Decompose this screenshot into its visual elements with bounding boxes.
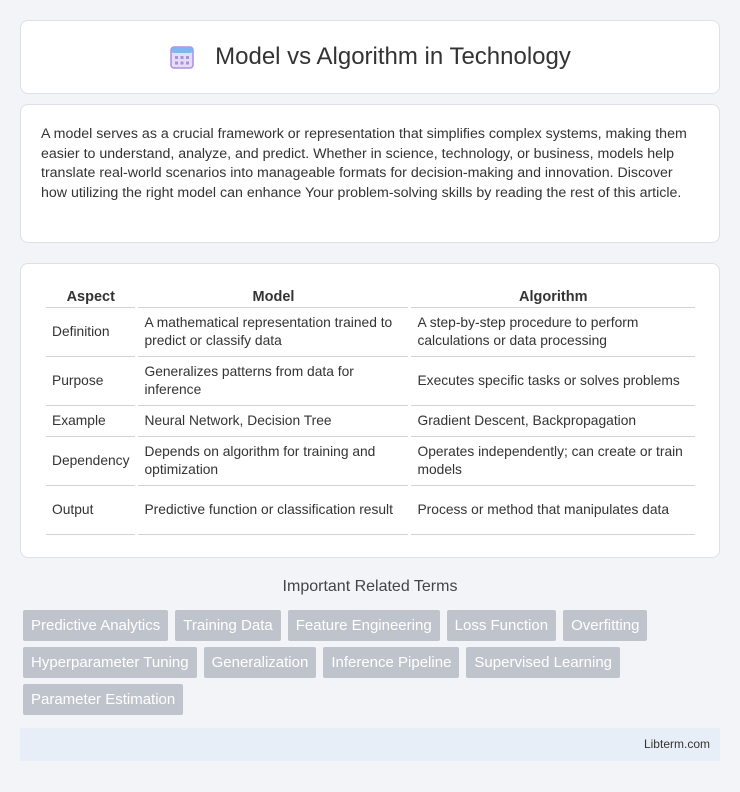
footer-site-link[interactable]: Libterm.com [643,737,710,751]
cell-aspect: Output [46,486,135,535]
cell-algorithm: Gradient Descent, Backpropagation [411,406,695,437]
cell-aspect: Definition [46,308,135,357]
comparison-table [43,284,698,535]
tag-supervised-learning[interactable]: Supervised Learning [466,647,620,678]
cell-model: Neural Network, Decision Tree [138,406,408,437]
intro-card [20,104,720,243]
cell-aspect: Purpose [46,357,135,406]
tag-parameter-estimation[interactable]: Parameter Estimation [23,684,183,715]
header-algorithm: Algorithm [411,284,695,308]
table-row [46,308,695,357]
tag-feature-engineering[interactable]: Feature Engineering [288,610,440,641]
cell-model: Depends on algorithm for training and optimization [138,437,408,486]
footer [20,728,720,761]
intro-text: A model serves as a crucial framework or representation that simplifies complex systems, making them easier to understand, analyze, and predict. Whether in science, technology, or business, models help translate real-world scenarios into manageable formats for decision-making and innovation. Discover how utilizing the right model can enhance Your problem-solving skills by reading the rest of this article. [41,126,687,201]
cell-model: A mathematical representation trained to predict or classify data [138,308,408,357]
tag-predictive-analytics[interactable]: Predictive Analytics [23,610,168,641]
header-card [20,20,720,94]
calendar-icon [169,44,195,70]
header-model: Model [138,284,408,308]
cell-algorithm: Operates independently; can create or train models [411,437,695,486]
cell-algorithm: Process or method that manipulates data [411,486,695,535]
table-row [46,406,695,437]
comparison-card [20,263,720,558]
tag-inference-pipeline[interactable]: Inference Pipeline [323,647,459,678]
table-row [46,437,695,486]
tag-overfitting[interactable]: Overfitting [563,610,647,641]
tag-generalization[interactable]: Generalization [204,647,317,678]
tag-hyperparameter-tuning[interactable]: Hyperparameter Tuning [23,647,197,678]
table-row [46,486,695,535]
cell-model: Generalizes patterns from data for inference [138,357,408,406]
cell-algorithm: A step-by-step procedure to perform calculations or data processing [411,308,695,357]
page-title: Model vs Algorithm in Technology [215,43,571,70]
cell-aspect: Dependency [46,437,135,486]
cell-model: Predictive function or classification result [138,486,408,535]
related-terms-list [23,610,723,721]
cell-aspect: Example [46,406,135,437]
table-row [46,357,695,406]
header-aspect: Aspect [46,284,135,308]
cell-algorithm: Executes specific tasks or solves problems [411,357,695,406]
related-terms-title: Important Related Terms [282,578,458,595]
tag-loss-function[interactable]: Loss Function [447,610,556,641]
tag-training-data[interactable]: Training Data [175,610,281,641]
